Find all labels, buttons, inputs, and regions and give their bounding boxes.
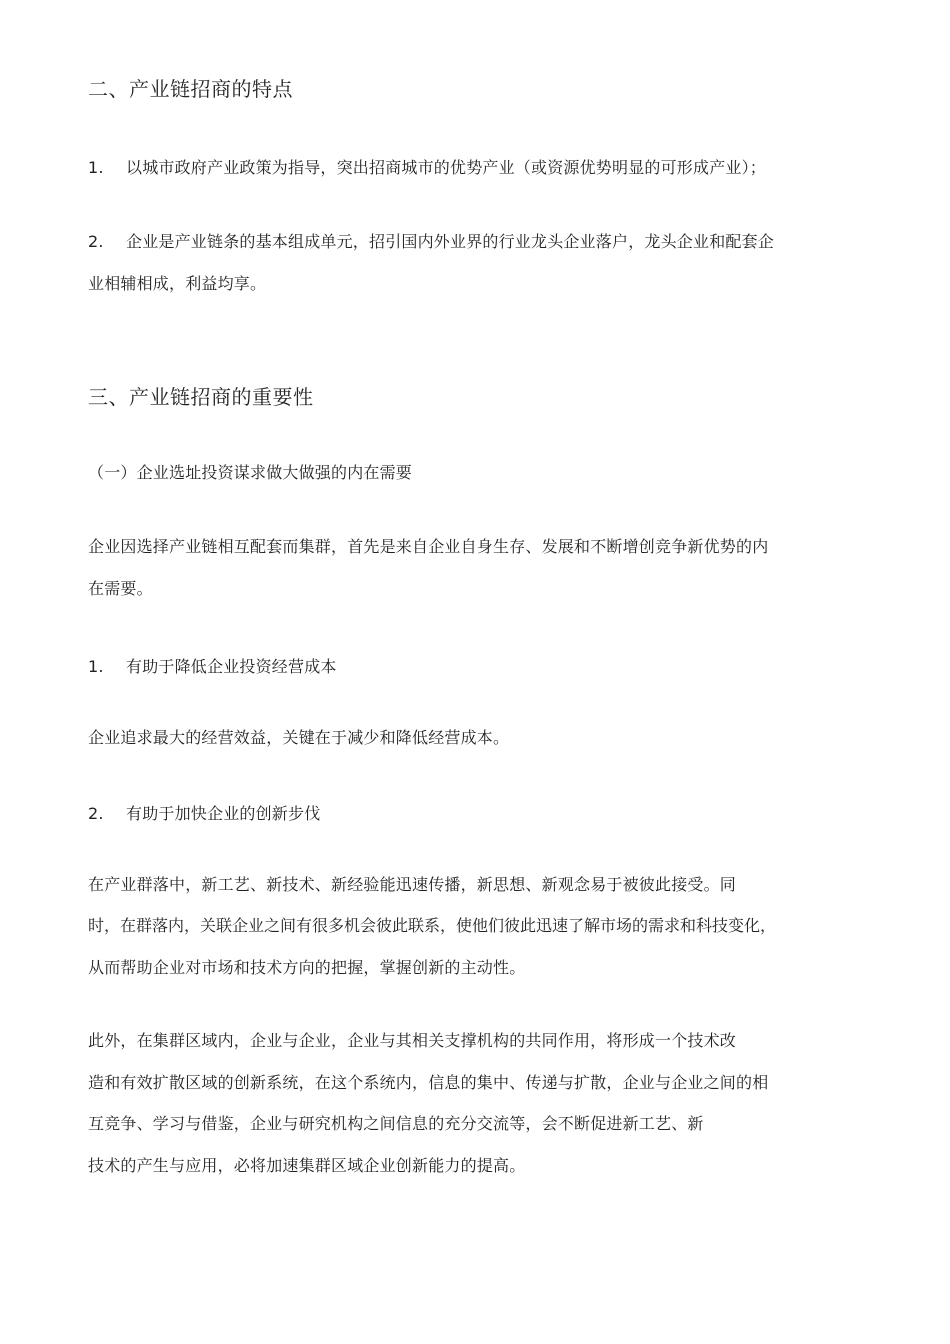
item-text: 有助于加快企业的创新步伐 [126, 804, 321, 823]
section-2-item-2 [88, 232, 774, 251]
section-2-item-2-cont: 业相辅相成，利益均享。 [88, 274, 267, 293]
item-number: 2. [88, 804, 104, 823]
subsection-1-heading: （一）企业选址投资谋求做大做强的内在需要 [88, 463, 413, 482]
item-number: 1. [88, 158, 104, 177]
paragraph-line: 从而帮助企业对市场和技术方向的把握，掌握创新的主动性。 [88, 958, 526, 977]
paragraph-line: 互竞争、学习与借鉴，企业与研究机构之间信息的充分交流等，会不断促进新工艺、新 [88, 1114, 704, 1133]
section-3-heading: 三、产业链招商的重要性 [88, 385, 314, 409]
paragraph-line: 在产业群落中，新工艺、新技术、新经验能迅速传播，新思想、新观念易于被彼此接受。同 [88, 875, 737, 894]
item-number: 1. [88, 657, 104, 676]
section-2-heading: 二、产业链招商的特点 [88, 77, 293, 101]
section-2-item-1 [88, 158, 766, 177]
intro-paragraph-line: 在需要。 [88, 579, 153, 598]
point-1-title [88, 657, 337, 676]
item-number: 2. [88, 232, 104, 251]
intro-paragraph-line: 企业因选择产业链相互配套而集群，首先是来自企业自身生存、发展和不断增创竞争新优势的内 [88, 537, 769, 556]
paragraph-line: 技术的产生与应用，必将加速集群区域企业创新能力的提高。 [88, 1156, 526, 1175]
paragraph-line: 此外，在集群区域内，企业与企业，企业与其相关支撑机构的共同作用，将形成一个技术改 [88, 1031, 737, 1050]
point-2-title [88, 804, 320, 823]
item-text: 有助于降低企业投资经营成本 [126, 657, 337, 676]
item-text: 以城市政府产业政策为指导，突出招商城市的优势产业（或资源优势明显的可形成产业）； [126, 158, 767, 177]
paragraph-line: 时，在群落内，关联企业之间有很多机会彼此联系，使他们彼此迅速了解市场的需求和科技变化， [88, 916, 777, 935]
item-text: 企业是产业链条的基本组成单元，招引国内外业界的行业龙头企业落户，龙头企业和配套企 [126, 232, 775, 251]
point-1-body: 企业追求最大的经营效益，关键在于减少和降低经营成本。 [88, 728, 510, 747]
paragraph-line: 造和有效扩散区域的创新系统，在这个系统内，信息的集中、传递与扩散，企业与企业之间的相 [88, 1073, 769, 1092]
